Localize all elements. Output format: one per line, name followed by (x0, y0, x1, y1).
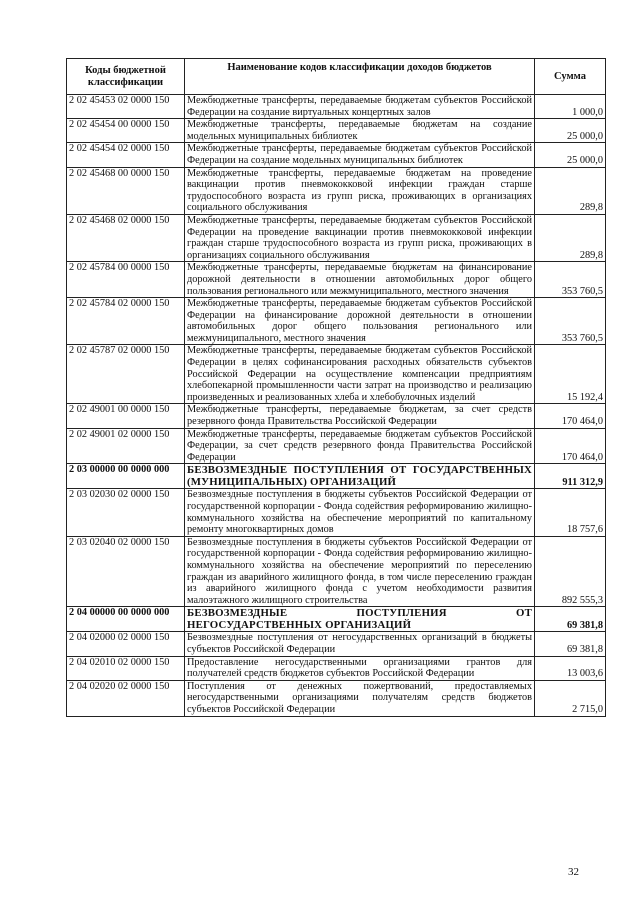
budget-code-cell: 2 02 45787 02 0000 150 (67, 345, 185, 404)
amount-cell: 18 757,6 (535, 489, 606, 536)
table-row (67, 214, 606, 261)
budget-code-cell: 2 02 45784 00 0000 150 (67, 262, 185, 298)
amount-cell: 25 000,0 (535, 119, 606, 143)
table-body (67, 95, 606, 717)
income-name-cell: Межбюджетные трансферты, передаваемые бюджетам на проведение вакцинации против пневмококковой инфекции граждан старше трудоспособного возраста из групп риска, проживающих в организациях социального обслуживания (185, 167, 535, 214)
income-name-cell: Межбюджетные трансферты, передаваемые бюджетам на создание модельных муниципальных библиотек (185, 119, 535, 143)
table-row (67, 95, 606, 119)
budget-code-cell: 2 02 45468 00 0000 150 (67, 167, 185, 214)
table-row (67, 262, 606, 298)
header-code: Коды бюджетной классификации (67, 59, 185, 95)
amount-cell: 911 312,9 (535, 464, 606, 489)
amount-cell: 289,8 (535, 167, 606, 214)
table-row (67, 143, 606, 167)
table-row (67, 119, 606, 143)
page-number: 32 (568, 866, 579, 878)
table-row (67, 680, 606, 716)
budget-code-cell: 2 02 45453 02 0000 150 (67, 95, 185, 119)
table-row (67, 536, 606, 607)
income-name-cell: Поступления от денежных пожертвований, предоставляемых негосударственными организациями получателям средств бюджетов субъектов Российской Федерации (185, 680, 535, 716)
budget-code-cell: 2 03 00000 00 0000 000 (67, 464, 185, 489)
amount-cell: 353 760,5 (535, 262, 606, 298)
table-row (67, 632, 606, 656)
table-header-row (67, 59, 606, 95)
amount-cell: 289,8 (535, 214, 606, 261)
income-name-cell: Межбюджетные трансферты, передаваемые бюджетам субъектов Российской Федерации, за счет средств резервного фонда Правительства Российской Федерации (185, 428, 535, 464)
income-name-cell: Безвозмездные поступления в бюджеты субъектов Российской Федерации от государственной корпорации - Фонда содействия реформированию жилищно-коммунального хозяйства на обеспечение мероприятий по переселению граждан из аварийного жилищного фонда, в том числе переселению граждан из аварийного жилищного фонда с учетом необходимости развития малоэтажного жилищного строительства (185, 536, 535, 607)
table-row (67, 428, 606, 464)
table-row (67, 464, 606, 489)
table-row (67, 404, 606, 428)
budget-revenue-table (66, 58, 606, 717)
table-row (67, 298, 606, 345)
amount-cell: 892 555,3 (535, 536, 606, 607)
budget-code-cell: 2 02 45468 02 0000 150 (67, 214, 185, 261)
table-row (67, 656, 606, 680)
amount-cell: 1 000,0 (535, 95, 606, 119)
income-name-cell: Межбюджетные трансферты, передаваемые бюджетам, за счет средств резервного фонда Правительства Российской Федерации (185, 404, 535, 428)
income-name-cell: Межбюджетные трансферты, передаваемые бюджетам субъектов Российской Федерации на финансирование дорожной деятельности в отношении автомобильных дорог общего пользования регионального или межмуниципального, местного значения (185, 298, 535, 345)
budget-code-cell: 2 02 45784 02 0000 150 (67, 298, 185, 345)
table-row (67, 607, 606, 632)
income-name-cell: Межбюджетные трансферты, передаваемые бюджетам субъектов Российской Федерации на создание виртуальных концертных залов (185, 95, 535, 119)
amount-cell: 170 464,0 (535, 428, 606, 464)
amount-cell: 170 464,0 (535, 404, 606, 428)
amount-cell: 353 760,5 (535, 298, 606, 345)
budget-code-cell: 2 02 49001 00 0000 150 (67, 404, 185, 428)
income-name-cell: Безвозмездные поступления в бюджеты субъектов Российской Федерации от государственной корпорации - Фонда содействия реформированию жилищно-коммунального хозяйства на обеспечение мероприятий по капитальному ремонту многоквартирных домов (185, 489, 535, 536)
budget-code-cell: 2 02 45454 00 0000 150 (67, 119, 185, 143)
income-name-cell: БЕЗВОЗМЕЗДНЫЕ ПОСТУПЛЕНИЯ ОТ ГОСУДАРСТВЕННЫХ (МУНИЦИПАЛЬНЫХ) ОРГАНИЗАЦИЙ (185, 464, 535, 489)
amount-cell: 2 715,0 (535, 680, 606, 716)
amount-cell: 15 192,4 (535, 345, 606, 404)
table-row (67, 167, 606, 214)
budget-code-cell: 2 04 00000 00 0000 000 (67, 607, 185, 632)
income-name-cell: Предоставление негосударственными организациями грантов для получателей средств бюджетов субъектов Российской Федерации (185, 656, 535, 680)
table-row (67, 345, 606, 404)
amount-cell: 13 003,6 (535, 656, 606, 680)
income-name-cell: БЕЗВОЗМЕЗДНЫЕ ПОСТУПЛЕНИЯ ОТ НЕГОСУДАРСТВЕННЫХ ОРГАНИЗАЦИЙ (185, 607, 535, 632)
budget-code-cell: 2 02 49001 02 0000 150 (67, 428, 185, 464)
budget-code-cell: 2 04 02000 02 0000 150 (67, 632, 185, 656)
income-name-cell: Безвозмездные поступления от негосударственных организаций в бюджеты субъектов Российской Федерации (185, 632, 535, 656)
income-name-cell: Межбюджетные трансферты, передаваемые бюджетам субъектов Российской Федерации в целях софинансирования расходных обязательств субъектов Российской Федерации на осуществление компенсации предприятиям хлебопекарной промышленности части затрат на производство и реализацию произведенных и реализованных хлеба и хлебобулочных изделий (185, 345, 535, 404)
amount-cell: 69 381,8 (535, 607, 606, 632)
budget-code-cell: 2 02 45454 02 0000 150 (67, 143, 185, 167)
income-name-cell: Межбюджетные трансферты, передаваемые бюджетам субъектов Российской Федерации на создание модельных муниципальных библиотек (185, 143, 535, 167)
header-sum: Сумма (535, 59, 606, 95)
budget-code-cell: 2 03 02040 02 0000 150 (67, 536, 185, 607)
income-name-cell: Межбюджетные трансферты, передаваемые бюджетам субъектов Российской Федерации на проведение вакцинации против пневмококковой инфекции граждан старше трудоспособного возраста из групп риска, проживающих в организациях социального обслуживания (185, 214, 535, 261)
header-name: Наименование кодов классификации доходов бюджетов (185, 59, 535, 95)
budget-code-cell: 2 03 02030 02 0000 150 (67, 489, 185, 536)
income-name-cell: Межбюджетные трансферты, передаваемые бюджетам на финансирование дорожной деятельности в отношении автомобильных дорог общего пользования регионального или межмуниципального, местного значения (185, 262, 535, 298)
amount-cell: 69 381,8 (535, 632, 606, 656)
amount-cell: 25 000,0 (535, 143, 606, 167)
budget-code-cell: 2 04 02020 02 0000 150 (67, 680, 185, 716)
table-row (67, 489, 606, 536)
budget-code-cell: 2 04 02010 02 0000 150 (67, 656, 185, 680)
